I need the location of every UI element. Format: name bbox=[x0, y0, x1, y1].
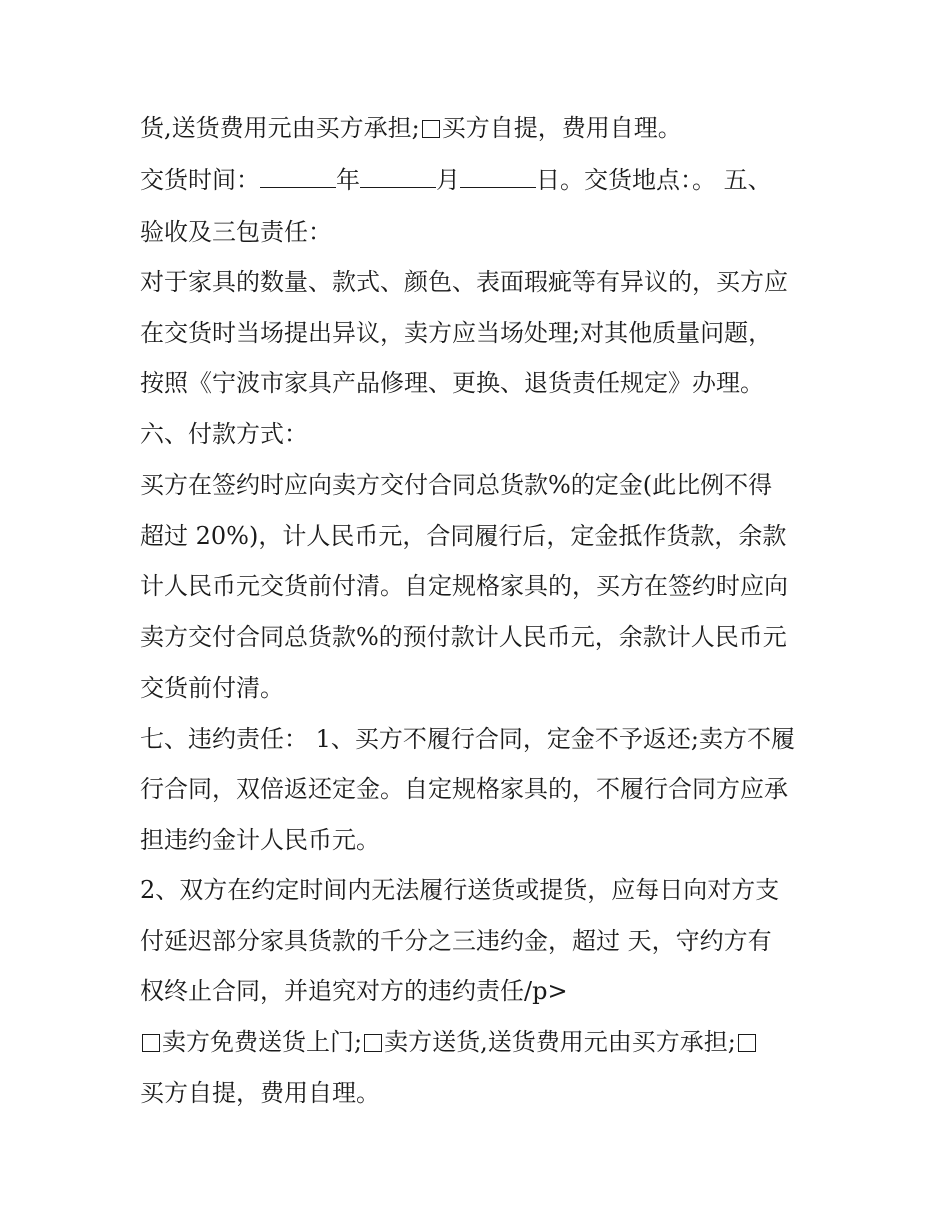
text-segment: 交货时间： bbox=[140, 166, 260, 194]
text-segment: 货,送货费用元由买方承担; bbox=[140, 114, 420, 142]
text-line-12: 交货前付清。 bbox=[140, 674, 284, 702]
checkbox-icon bbox=[364, 1034, 382, 1052]
text-segment: 买方自提，费用自理。 bbox=[441, 114, 682, 142]
text-line-8: 买方在签约时应向卖方交付合同总货款%的定金(此比例不得 bbox=[140, 471, 773, 499]
text-line-20: 买方自提，费用自理。 bbox=[140, 1079, 380, 1107]
checkbox-icon bbox=[738, 1034, 756, 1052]
text-line-1 bbox=[140, 108, 830, 148]
text-line-17: 付延迟部分家具货款的千分之三违约金，超过 天，守约方有 bbox=[140, 927, 772, 955]
text-line-15: 担违约金计人民币元。 bbox=[140, 826, 380, 854]
text-line-10: 计人民币元交货前付清。自定规格家具的，买方在签约时应向 bbox=[140, 572, 788, 600]
blank-day bbox=[460, 163, 536, 188]
text-segment: 年 bbox=[336, 166, 360, 194]
text-line-3: 验收及三包责任： bbox=[140, 218, 332, 246]
blank-month bbox=[360, 163, 436, 188]
text-line-2 bbox=[140, 160, 830, 200]
checkbox-icon bbox=[142, 1034, 160, 1052]
text-segment: 月 bbox=[436, 166, 460, 194]
text-line-16: 2、双方在约定时间内无法履行送货或提货，应每日向对方支 bbox=[140, 876, 780, 904]
text-segment: 日。交货地点：。 五、 bbox=[536, 166, 772, 194]
blank-year bbox=[260, 163, 336, 188]
text-segment: 卖方送货,送货费用元由买方承担; bbox=[384, 1028, 736, 1056]
text-line-14: 行合同，双倍返还定金。自定规格家具的，不履行合同方应承 bbox=[140, 775, 788, 803]
text-line-19 bbox=[140, 1022, 830, 1062]
text-line-5: 在交货时当场提出异议，卖方应当场处理;对其他质量问题， bbox=[140, 319, 773, 347]
text-line-18: 权终止合同，并追究对方的违约责任/p> bbox=[140, 977, 568, 1005]
text-line-6: 按照《宁波市家具产品修理、更换、退货责任规定》办理。 bbox=[140, 369, 764, 397]
text-line-4: 对于家具的数量、款式、颜色、表面瑕疵等有异议的，买方应 bbox=[140, 268, 788, 296]
text-line-7: 六、付款方式： bbox=[140, 420, 308, 448]
text-line-13: 七、违约责任： 1、买方不履行合同，定金不予返还;卖方不履 bbox=[140, 725, 795, 753]
text-line-9: 超过 20%)，计人民币元，合同履行后，定金抵作货款，余款 bbox=[140, 522, 787, 550]
text-line-11: 卖方交付合同总货款%的预付款计人民币元，余款计人民币元 bbox=[140, 623, 787, 651]
text-segment: 卖方免费送货上门; bbox=[162, 1028, 363, 1056]
checkbox-icon bbox=[422, 120, 440, 138]
